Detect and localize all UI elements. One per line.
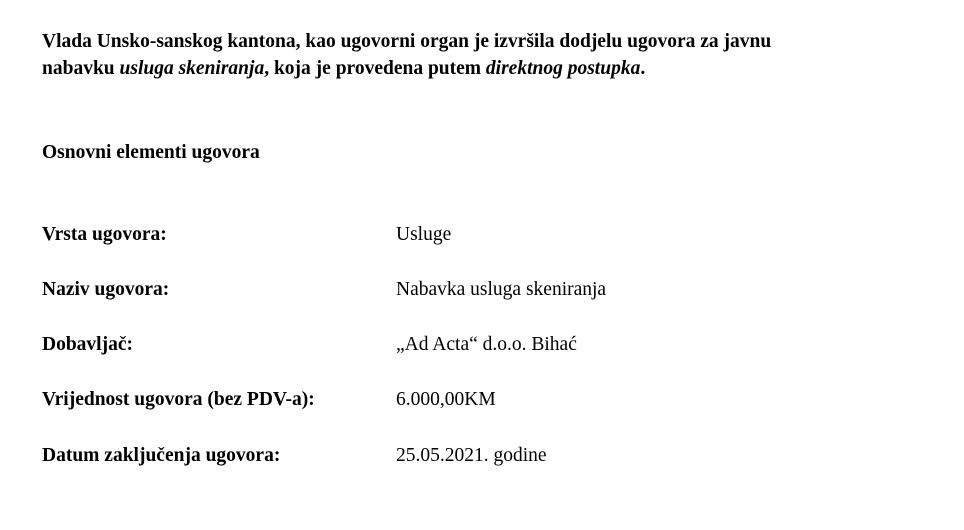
intro-text-segment: . <box>640 58 646 79</box>
row-value: Usluge <box>396 224 452 245</box>
intro-line-1: Vlada Unsko-sanskog kantona, kao ugovorni organ je izvršila dodjelu ugovora za javnu <box>42 31 772 52</box>
row-label: Dobavljač: <box>42 334 133 355</box>
intro-italic-procedure: direktnog postupka <box>485 58 641 79</box>
intro-text-segment: nabavku <box>42 58 120 79</box>
row-label: Vrsta ugovora: <box>42 224 167 245</box>
document-page <box>42 28 957 466</box>
intro-text-segment: , koja je provedena putem <box>264 58 486 79</box>
row-value: 25.05.2021. godine <box>396 445 547 466</box>
section-title: Osnovni elementi ugovora <box>42 142 260 163</box>
row-label: Naziv ugovora: <box>42 279 170 300</box>
row-value: Nabavka usluga skeniranja <box>396 279 607 300</box>
intro-italic-service: usluga skeniranja <box>119 58 265 79</box>
row-value: „Ad Acta“ d.o.o. Bihać <box>396 334 577 355</box>
row-label: Vrijednost ugovora (bez PDV-a): <box>42 389 315 410</box>
row-label: Datum zaključenja ugovora: <box>42 445 281 466</box>
row-value: 6.000,00KM <box>396 389 496 410</box>
intro-paragraph <box>42 28 957 82</box>
